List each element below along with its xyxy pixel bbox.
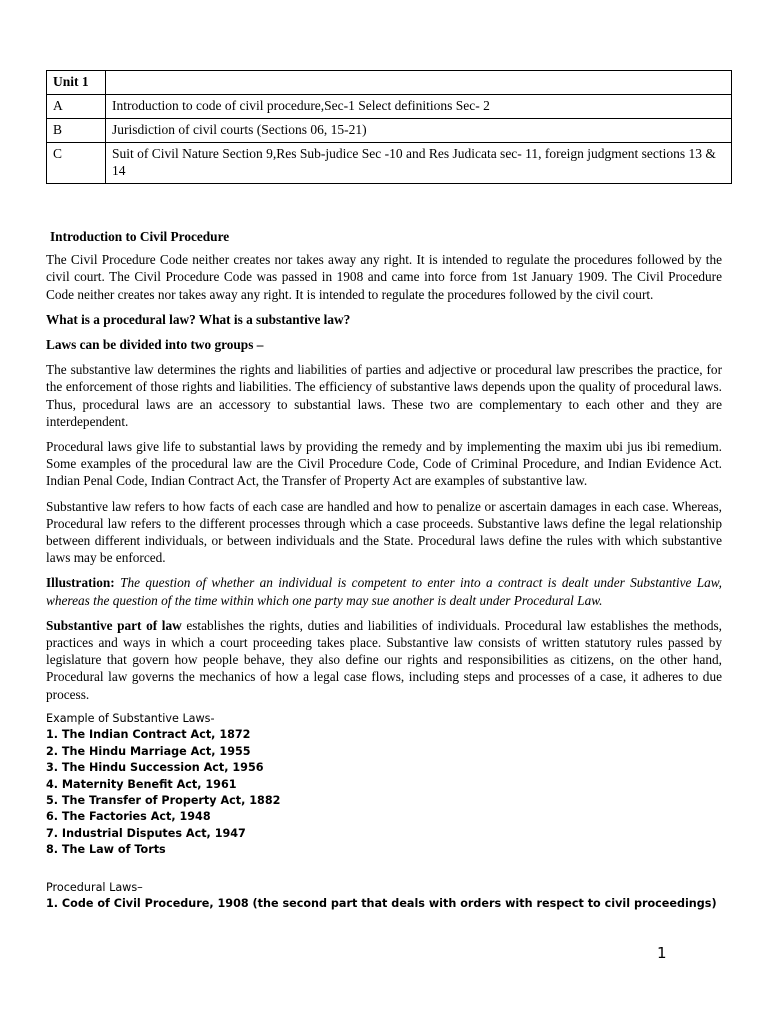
list-item: 3. The Hindu Succession Act, 1956 <box>46 761 264 775</box>
substantive-paragraph: The substantive law determines the rights and liabilities of parties and adjective or procedural law prescribes the practice, for the enforcement of those rights and liabilities. The efficiency of substantive laws depends upon the quality of procedural laws. Thus, procedural laws are an accessory to substantial laws. These two are complementary to each other and they are interdependent. <box>46 362 722 429</box>
procedural-paragraph: Procedural laws give life to substantial laws by providing the remedy and by implementing the maxim ubi jus ibi remedium. Some examples of the procedural law are the Civil Procedure Code, Code of Criminal Procedure, and Indian Evidence Act. Indian Penal Code, Indian Contract Act, the Transfer of Property Act are examples of substantive law. <box>46 439 722 489</box>
list-item: 8. The Law of Torts <box>46 843 166 857</box>
unit-header-cell: Unit 1 <box>47 71 106 95</box>
table-row <box>47 119 732 143</box>
unit-row-key: C <box>47 143 106 184</box>
unit-row-text: Suit of Civil Nature Section 9,Res Sub-judice Sec -10 and Res Judicata sec- 11, foreign judgment sections 13 & 14 <box>106 143 732 184</box>
list-item: 1. The Indian Contract Act, 1872 <box>46 728 251 742</box>
table-row <box>47 95 732 119</box>
substantive-part-text: establishes the rights, duties and liabilities of individuals. Procedural law establishes the methods, practices and ways in which a court proceeding takes place. Substantive law consists of written statutory rules passed by legislature that govern how people behave, they also define our rights and responsibilities as citizens, on the other hand, Procedural law governs the mechanics of how a legal case flows, including steps and processes of a case, it adheres to due process. <box>46 617 723 702</box>
substantive-examples-list <box>46 711 722 859</box>
procedural-laws-list <box>46 880 722 913</box>
unit-row-key: A <box>47 95 106 119</box>
unit-table <box>46 70 732 184</box>
substantive-part-paragraph <box>46 617 722 703</box>
refers-paragraph: Substantive law refers to how facts of each case are handled and how to penalize or ascertain damages in each case. Whereas, Procedural law refers to the different processes through which a case proceeds. Substantive laws define the legal relationship between different individuals, or between individuals and the State. Procedural laws define the rules with which substantive laws may be enforced. <box>46 498 722 566</box>
question-heading: What is a procedural law? What is a substantive law? <box>46 311 351 327</box>
groups-heading: Laws can be divided into two groups – <box>46 337 264 353</box>
list-item: 4. Maternity Benefit Act, 1961 <box>46 777 237 791</box>
unit-header-empty-cell <box>106 71 732 95</box>
substantive-part-lead: Substantive part of law <box>46 617 182 633</box>
list-item: 7. Industrial Disputes Act, 1947 <box>46 826 246 840</box>
page-number: 1 <box>657 944 667 962</box>
document-body <box>46 228 722 912</box>
illustration-text: The question of whether an individual is competent to enter into a contract is dealt under Substantive Law, whereas the question of the time within which one party may sue another is dealt under Procedural Law. <box>46 575 722 608</box>
list-item: 6. The Factories Act, 1948 <box>46 810 211 824</box>
procedural-laws-title: Procedural Laws– <box>46 880 143 894</box>
list-item: 5. The Transfer of Property Act, 1882 <box>46 793 281 807</box>
unit-row-text: Introduction to code of civil procedure,Sec-1 Select definitions Sec- 2 <box>106 95 732 119</box>
unit-row-text: Jurisdiction of civil courts (Sections 06, 15-21) <box>106 119 732 143</box>
intro-paragraph: The Civil Procedure Code neither creates nor takes away any right. It is intended to regulate the procedures followed by the civil court. The Civil Procedure Code was passed in 1908 and came into force from 1st January 1909. The Civil Procedure Code neither creates nor takes away any right. It is intended to regulate the procedures followed by the civil court. <box>46 252 722 302</box>
table-row <box>47 143 732 184</box>
substantive-examples-title: Example of Substantive Laws- <box>46 711 215 725</box>
list-item: 2. The Hindu Marriage Act, 1955 <box>46 744 251 758</box>
unit-row-key: B <box>47 119 106 143</box>
list-item: 1. Code of Civil Procedure, 1908 (the second part that deals with orders with respect to civil proceedings) <box>46 896 717 910</box>
illustration-paragraph <box>46 574 722 608</box>
illustration-label: Illustration: <box>46 575 115 591</box>
intro-heading: Introduction to Civil Procedure <box>50 229 230 244</box>
unit-table-header-row <box>47 71 732 95</box>
